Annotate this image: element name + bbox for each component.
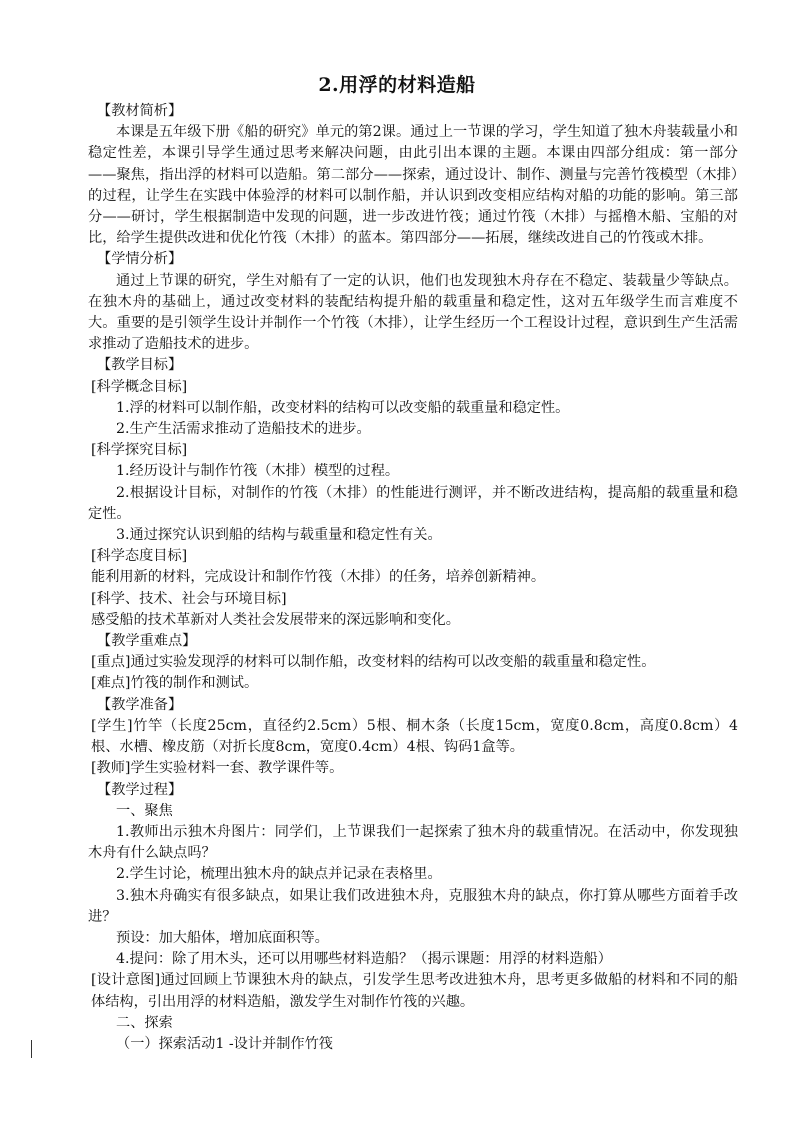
goal-tanjiu-1: 1.经历设计与制作竹筏（木排）模型的过程。 xyxy=(116,463,400,480)
label-gainian: [科学概念目标] xyxy=(91,378,188,395)
goal-stse: 感受船的技术革新对人类社会发展带来的深远影响和变化。 xyxy=(91,611,460,628)
goal-taidu: 能利用新的材料，完成设计和制作竹筏（木排）的任务，培养创新精神。 xyxy=(91,569,546,586)
paragraph-jiaocai: 本课是五年级下册《船的研究》单元的第2课。通过上一节课的学习，学生知道了独木舟装载量小和稳定性差，本课引导学生通过思考来解决问题，由此引出本课的主题。本课由四部分组成：第一部分——聚焦，指出浮的材料可以造船。第二部分——探索，通过设计、制作、测量与完善竹筏模型（木排）的过程，让学生在实践中体验浮的材料可以制作船，并认识到改变相应结构对船的功能的影响。第三部分——研讨，学生根据制造中发现的问题，进一步改进竹筏；通过竹筏（木排）与摇橹木船、宝船的对比，给学生提供改进和优化竹筏（木排）的蓝本。第四部分——拓展，继续改进自己的竹筏或木排。 xyxy=(88,124,738,247)
section-heading-mubiao: 【教学目标】 xyxy=(97,357,183,374)
step-2: 2.学生讨论，梳理出独木舟的缺点并记录在表格里。 xyxy=(116,866,442,883)
prep-teacher: [教师]学生实验材料一套、教学课件等。 xyxy=(91,760,344,777)
activity-1-title: （一）探索活动1 -设计并制作竹筏 xyxy=(116,1035,333,1052)
section-heading-xueqing: 【学情分析】 xyxy=(97,251,183,268)
label-tanjiu: [科学探究目标] xyxy=(91,442,188,459)
part-focus: 一、聚焦 xyxy=(116,802,173,819)
step-3: 3.独木舟确实有很多缺点，如果让我们改进独木舟，克服独木舟的缺点，你打算从哪些方面着手改进？ xyxy=(88,887,738,925)
section-heading-jiaocai: 【教材简析】 xyxy=(97,103,183,119)
difficult-point: [难点]竹筏的制作和测试。 xyxy=(91,675,259,692)
part-explore: 二、探索 xyxy=(116,1014,173,1031)
goal-tanjiu-2: 2.根据设计目标，对制作的竹筏（木排）的性能进行测评，并不断改进结构，提高船的载重量和稳定性。 xyxy=(88,484,738,522)
goal-gainian-2: 2.生产生活需求推动了造船技术的进步。 xyxy=(116,421,371,438)
step-1: 1.教师出示独木舟图片：同学们，上节课我们一起探索了独木舟的载重情况。在活动中，你发现独木舟有什么缺点吗？ xyxy=(88,823,738,862)
page-title: 2.用浮的材料造船 xyxy=(318,74,476,96)
design-intent: [设计意图]通过回顾上节课独木舟的缺点，引发学生思考改进独木舟，思考更多做船的材料和不同的船体结构，引出用浮的材料造船，激发学生对制作竹筏的兴趣。 xyxy=(91,972,738,1010)
label-taidu: [科学态度目标] xyxy=(91,548,188,565)
paragraph-xueqing: 通过上节课的研究，学生对船有了一定的认识，他们也发现独木舟存在不稳定、装载量少等缺点。在独木舟的基础上，通过改变材料的装配结构提升船的载重量和稳定性，这对五年级学生而言难度不大。重要的是引领学生设计并制作一个竹筏（木排），让学生经历一个工程设计过程，意识到生产生活需求推动了造船技术的进步。 xyxy=(88,272,738,353)
preset-answer: 预设：加大船体，增加底面积等。 xyxy=(116,929,329,946)
label-stse: [科学、技术、社会与环境目标] xyxy=(91,590,287,607)
prep-student: [学生]竹竿（长度25cm，直径约2.5cm）5根、桐木条（长度15cm，宽度0.8cm，高度0.8cm）4根、水槽、橡皮筋（对折长度8cm，宽度0.4cm）4根、钩码1盒等。 xyxy=(91,717,738,756)
document-body xyxy=(88,101,738,1055)
section-heading-guocheng: 【教学过程】 xyxy=(97,781,183,798)
section-heading-zhunbei: 【教学准备】 xyxy=(97,696,183,713)
goal-tanjiu-3: 3.通过探究认识到船的结构与载重量和稳定性有关。 xyxy=(116,527,442,544)
step-4: 4.提问：除了用木头，还可以用哪些材料造船？（揭示课题：用浮的材料造船） xyxy=(116,951,612,968)
section-heading-zhongnan: 【教学重难点】 xyxy=(97,633,197,650)
margin-marker xyxy=(31,1040,32,1058)
key-point: [重点]通过实验发现浮的材料可以制作船，改变材料的结构可以改变船的载重量和稳定性。 xyxy=(91,654,656,671)
goal-gainian-1: 1.浮的材料可以制作船，改变材料的结构可以改变船的载重量和稳定性。 xyxy=(116,399,570,416)
